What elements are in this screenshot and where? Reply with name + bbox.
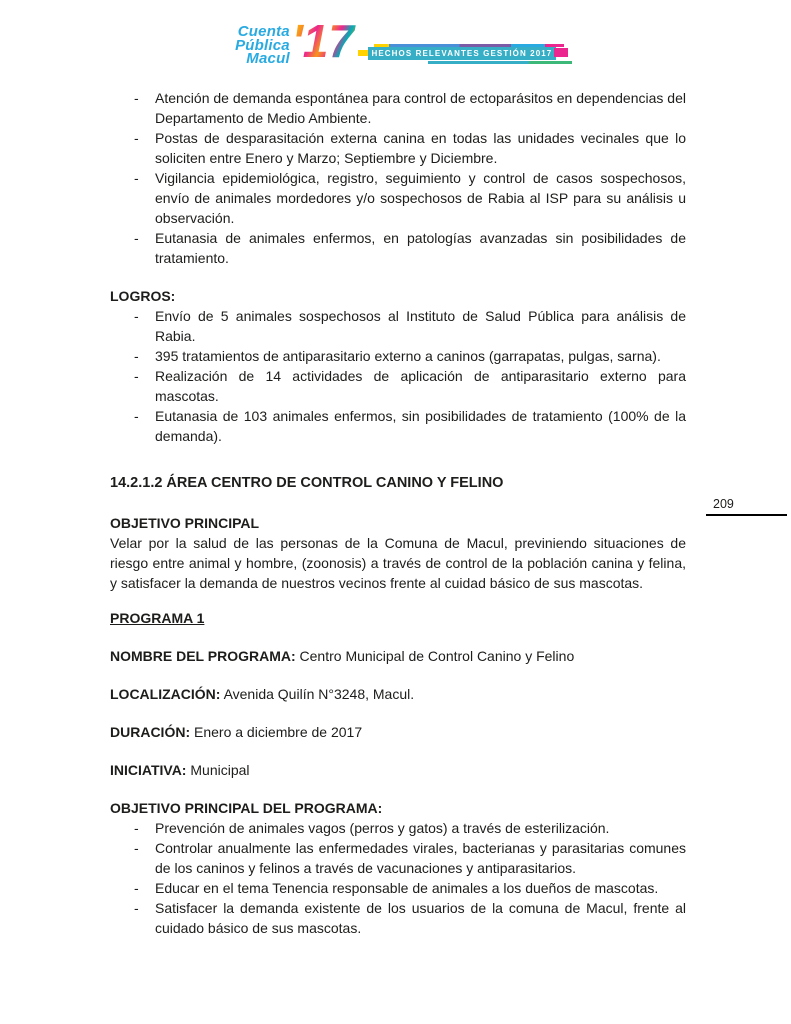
year-17-logo: '17 (292, 18, 358, 64)
field-label: DURACIÓN: (110, 724, 191, 740)
objetivo-principal-text: Velar por la salud de las personas de la Comuna de Macul, previniendo situaciones de riesgo entre animal y hombre, (zoonosis) a través de control de la población canina y felina, y satisfacer la demanda de nuestros vecinos frente al cuidad básico de sus mascotas. (110, 535, 686, 591)
list-item: - Envío de 5 animales sospechosos al Instituto de Salud Pública para análisis de Rabia. (110, 306, 686, 346)
field-duracion (110, 722, 686, 742)
logros-heading: LOGROS: (110, 288, 176, 304)
page-content (110, 88, 686, 938)
header-logo (0, 15, 791, 67)
banner-text: HECHOS RELEVANTES GESTIÓN 2017 (368, 47, 556, 60)
banner-bottom-stripe (428, 61, 572, 64)
field-localizacion (110, 684, 686, 704)
field-label: INICIATIVA: (110, 762, 187, 778)
list-item: - Eutanasia de animales enfermos, en patologías avanzadas sin posibilidades de tratamiento. (110, 228, 686, 268)
field-iniciativa (110, 760, 686, 780)
page-number: 209 (706, 497, 787, 516)
list-item: - Vigilancia epidemiológica, registro, seguimiento y control de casos sospechosos, envío de animales mordedores y/o sospechosos de Rabia al ISP para su análisis u observación. (110, 168, 686, 228)
field-value: Municipal (190, 762, 250, 778)
intro-bullet-list (110, 88, 686, 268)
logros-bullet-list (110, 306, 686, 446)
list-item: - Prevención de animales vagos (perros y gatos) a través de esterilización. (110, 818, 686, 838)
field-value: Enero a diciembre de 2017 (194, 724, 363, 740)
list-item: - Postas de desparasitación externa canina en todas las unidades vecinales que lo soliciten entre Enero y Marzo; Septiembre y Diciembre. (110, 128, 686, 168)
banner-pink-cap (554, 48, 568, 57)
brand-line-3: Macul (246, 50, 290, 67)
list-item: - Controlar anualmente las enfermedades virales, bacterianas y parasitarias comunes de los caninos y felinos a través de vacunaciones y antiparasitarios. (110, 838, 686, 878)
section-heading: 14.2.1.2 ÁREA CENTRO DE CONTROL CANINO Y FELINO (110, 475, 504, 491)
programa-1-heading: PROGRAMA 1 (110, 610, 205, 626)
list-item: - Realización de 14 actividades de aplicación de antiparasitario externo para mascotas. (110, 366, 686, 406)
banner-ribbon (368, 44, 556, 64)
objetivo-programa-bullet-list (110, 818, 686, 938)
field-nombre-del-programa (110, 646, 686, 666)
list-item: - Eutanasia de 103 animales enfermos, sin posibilidades de tratamiento (100% de la demanda). (110, 406, 686, 446)
field-label: LOCALIZACIÓN: (110, 686, 221, 702)
brand-line-2: Pública (235, 36, 290, 54)
brand-wordmark (235, 18, 290, 66)
brand-line-1: Cuenta (237, 23, 290, 40)
field-value: Avenida Quilín N°3248, Macul. (223, 686, 415, 702)
objetivo-principal-heading: OBJETIVO PRINCIPAL (110, 515, 260, 531)
field-value: Centro Municipal de Control Canino y Felino (299, 648, 575, 664)
list-item: - Atención de demanda espontánea para control de ectoparásitos en dependencias del Departamento de Medio Ambiente. (110, 88, 686, 128)
list-item: - Satisfacer la demanda existente de los usuarios de la comuna de Macul, frente al cuidado básico de sus mascotas. (110, 898, 686, 938)
field-label: NOMBRE DEL PROGRAMA: (110, 648, 296, 664)
list-item: - 395 tratamientos de antiparasitario externo a caninos (garrapatas, pulgas, sarna). (110, 346, 686, 366)
list-item: - Educar en el tema Tenencia responsable de animales a los dueños de mascotas. (110, 878, 686, 898)
objetivo-programa-heading: OBJETIVO PRINCIPAL DEL PROGRAMA: (110, 800, 383, 816)
